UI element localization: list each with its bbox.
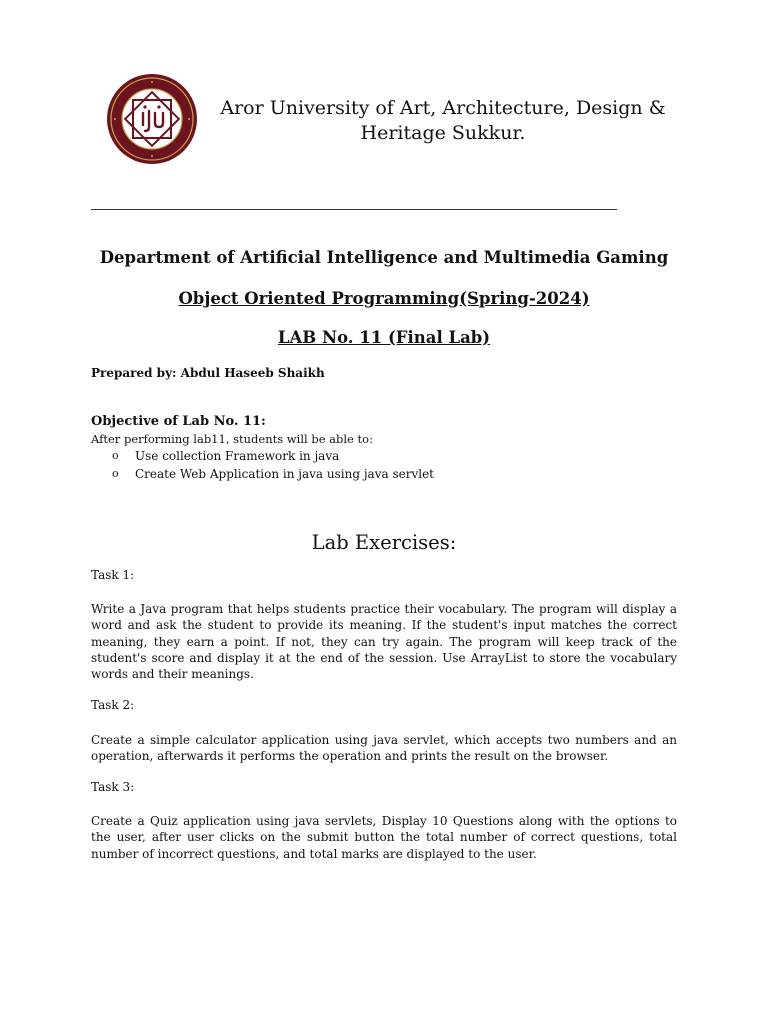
- task-label: Task 1:: [91, 568, 135, 582]
- objective-item-text: Use collection Framework in java: [135, 449, 340, 463]
- objective-list: [91, 447, 434, 483]
- header-divider: [91, 209, 617, 210]
- task-description: Write a Java program that helps students practice their vocabulary. The program will display a word and ask the student to provide its meaning. If the student's input matches the correct meaning, they earn a point. If not, they can try again. The program will keep track of the student's score and display it at the end of the session. Use ArrayList to store the vocabulary words and their meanings.: [91, 602, 677, 682]
- university-logo: [106, 73, 198, 165]
- objective-intro: After performing lab11, students will be able to:: [91, 432, 373, 446]
- lab-title: LAB No. 11 (Final Lab): [277, 328, 491, 347]
- hollow-bullet-icon: o: [112, 467, 119, 480]
- objective-item-text: Create Web Application in java using java servlet: [135, 467, 434, 481]
- task-description: Create a Quiz application using java servlets, Display 10 Questions along with the options to the user, after user clicks on the submit button the total number of correct questions, total number of incorrect questions, and total marks are displayed to the user.: [91, 814, 677, 861]
- objective-item: [91, 465, 434, 483]
- hollow-bullet-icon: o: [112, 449, 119, 462]
- university-name-line2: Heritage Sukkur.: [360, 122, 526, 144]
- objective-item: [91, 447, 434, 465]
- exercises-heading: Lab Exercises:: [311, 531, 457, 554]
- task-label: Task 2:: [91, 698, 135, 712]
- department-title: Department of Artificial Intelligence and Multimedia Gaming: [99, 248, 669, 267]
- university-name-line1: Aror University of Art, Architecture, Design &: [220, 97, 666, 119]
- university-name: [200, 96, 686, 146]
- task-description: Create a simple calculator application using java servlet, which accepts two numbers and an operation, afterwards it performs the operation and prints the result on the browser.: [91, 733, 677, 764]
- task-label: Task 3:: [91, 780, 135, 794]
- objective-title: Objective of Lab No. 11:: [91, 414, 266, 429]
- prepared-by: Prepared by: Abdul Haseeb Shaikh: [91, 366, 325, 380]
- course-title: Object Oriented Programming(Spring-2024): [178, 289, 590, 308]
